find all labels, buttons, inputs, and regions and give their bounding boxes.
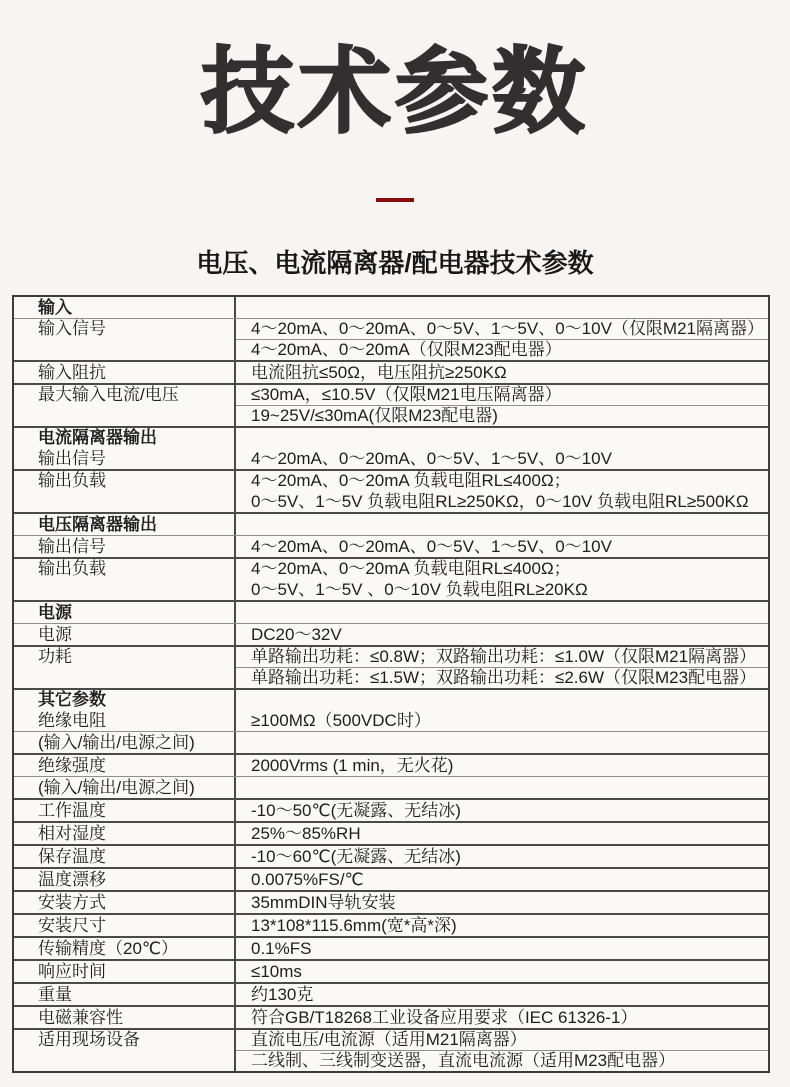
param-value-cell <box>236 602 768 623</box>
param-value-line: 0～5V、1～5V 负载电阻RL≥250KΩ，0～10V 负载电阻RL≥500KΩ <box>251 491 749 511</box>
param-value-line: 4～20mA、0～20mA 负载电阻RL≤400Ω； <box>251 559 571 578</box>
param-value-cell: 13*108*115.6mm(宽*高*深) <box>251 916 457 935</box>
param-value-cell: -10～60℃(无凝露、无结冰) <box>251 847 461 866</box>
param-label-cell: 温度漂移 <box>14 869 236 890</box>
table-row <box>14 1030 768 1071</box>
param-value-cell <box>236 297 768 318</box>
table-row <box>14 961 768 984</box>
param-value-cell <box>236 777 768 798</box>
param-value-cell: 0.1%FS <box>251 939 312 958</box>
table-row <box>14 471 768 514</box>
table-row <box>14 1007 768 1030</box>
param-value-cell <box>236 385 768 426</box>
param-value-line: 单路输出功耗：≤0.8W；双路输出功耗：≤1.0W（仅限M21隔离器） <box>251 647 757 666</box>
table-row <box>14 938 768 961</box>
param-label-cell: 保存温度 <box>14 846 236 867</box>
param-value-line: 单路输出功耗：≤1.5W；双路输出功耗：≤2.6W（仅限M23配电器） <box>236 667 768 688</box>
param-label-cell: 最大输入电流/电压 <box>14 385 236 426</box>
param-value-line: 19~25V/≤30mA(仅限M23配电器) <box>236 405 768 426</box>
section-label: 其它参数 <box>38 690 106 709</box>
table-row <box>14 869 768 892</box>
param-label-cell: 安装尺寸 <box>14 915 236 936</box>
param-value-line: 二线制、三线制变送器，直流电流源（适用M23配电器） <box>236 1050 768 1071</box>
param-label-cell: 适用现场设备 <box>14 1030 236 1071</box>
param-value-cell: 25%～85%RH <box>251 824 361 843</box>
table-row <box>14 297 768 319</box>
param-value-cell: 2000Vrms (1 min，无火花) <box>251 756 454 775</box>
param-label-cell: 输出信号 <box>14 536 236 557</box>
param-value-cell <box>236 559 768 600</box>
param-value-cell: DC20～32V <box>251 625 342 644</box>
param-value-cell: 35mmDIN导轨安装 <box>251 893 396 912</box>
param-value-line: ≤30mA，≤10.5V（仅限M21电压隔离器） <box>251 385 562 404</box>
param-label-cell: 功耗 <box>14 647 236 688</box>
param-label-cell: 传输精度（20℃） <box>14 938 236 959</box>
param-label: 输出信号 <box>38 448 106 468</box>
param-label-cell: 输出负载 <box>14 471 236 512</box>
param-value-line: 4～20mA、0～20mA（仅限M23配电器） <box>236 339 768 360</box>
param-value-cell: 约130克 <box>251 985 314 1004</box>
table-row <box>14 624 768 647</box>
param-value-line: 4～20mA、0～20mA、0～5V、1～5V、0～10V（仅限M21隔离器） <box>251 319 764 338</box>
param-label-cell: 输入信号 <box>14 319 236 360</box>
param-label-cell: 重量 <box>14 984 236 1005</box>
section-label-cell: 输入 <box>14 297 236 318</box>
param-value-cell: 4～20mA、0～20mA、0～5V、1～5V、0～10V <box>251 537 612 556</box>
param-value-cell: 0.0075%FS/℃ <box>251 870 364 889</box>
param-value-cell <box>236 1030 768 1071</box>
accent-dash <box>376 198 414 202</box>
param-value-cell <box>236 690 768 731</box>
param-label-cell: 输入阻抗 <box>14 362 236 383</box>
param-label-cell: 工作温度 <box>14 800 236 821</box>
param-label-cell: 响应时间 <box>14 961 236 982</box>
table-row <box>14 732 768 755</box>
param-value-cell: ≤10ms <box>251 962 302 981</box>
table-row <box>14 777 768 800</box>
table-row <box>14 385 768 428</box>
table-row <box>14 846 768 869</box>
param-value-cell <box>236 514 768 535</box>
table-row <box>14 755 768 777</box>
section-label-cell: 电源 <box>14 602 236 623</box>
param-value-line: ≥100MΩ（500VDC时） <box>251 710 431 730</box>
table-row <box>14 690 768 732</box>
param-value-cell <box>236 428 768 469</box>
section-label: 电流隔离器输出 <box>38 428 157 447</box>
table-row <box>14 428 768 471</box>
param-label-cell <box>14 690 236 731</box>
param-label-cell: 相对湿度 <box>14 823 236 844</box>
param-value-cell <box>236 732 768 753</box>
table-row <box>14 647 768 690</box>
param-value-cell: -10～50℃(无凝露、无结冰) <box>251 801 461 820</box>
table-row <box>14 602 768 624</box>
table-row <box>14 915 768 938</box>
table-row <box>14 362 768 385</box>
table-row <box>14 536 768 559</box>
table-row <box>14 559 768 602</box>
param-value-cell: 电流阻抗≤50Ω，电压阻抗≥250KΩ <box>251 363 507 382</box>
param-label-cell <box>14 428 236 469</box>
table-row <box>14 823 768 846</box>
param-value-line: 0～5V、1～5V 、0～10V 负载电阻RL≥20KΩ <box>251 579 588 599</box>
table-row <box>14 800 768 823</box>
param-label-cell: (输入/输出/电源之间) <box>14 732 236 753</box>
section-label-cell: 电压隔离器输出 <box>14 514 236 535</box>
param-value-line: 直流电压/电流源（适用M21隔离器） <box>251 1030 527 1049</box>
param-label-cell: 电源 <box>14 624 236 645</box>
page-title: 技术参数 <box>201 40 589 144</box>
table-row <box>14 319 768 362</box>
param-value-cell: 符合GB/T18268工业设备应用要求（IEC 61326-1） <box>251 1008 638 1027</box>
param-value-cell <box>236 471 768 512</box>
param-label-cell: 电磁兼容性 <box>14 1007 236 1028</box>
param-label: 绝缘电阻 <box>38 710 106 730</box>
table-row <box>14 514 768 536</box>
param-label-cell: (输入/输出/电源之间) <box>14 777 236 798</box>
param-value-cell <box>236 647 768 688</box>
param-value-cell <box>236 319 768 360</box>
table-row <box>14 892 768 915</box>
param-value-line: 4～20mA、0～20mA、0～5V、1～5V、0～10V <box>251 448 612 468</box>
table-row <box>14 984 768 1007</box>
param-value-line: 4～20mA、0～20mA 负载电阻RL≤400Ω； <box>251 471 571 490</box>
spec-table <box>12 295 770 1073</box>
param-label-cell: 安装方式 <box>14 892 236 913</box>
table-caption: 电压、电流隔离器/配电器技术参数 <box>196 248 594 278</box>
param-label-cell: 绝缘强度 <box>14 755 236 776</box>
param-label-cell: 输出负载 <box>14 559 236 600</box>
